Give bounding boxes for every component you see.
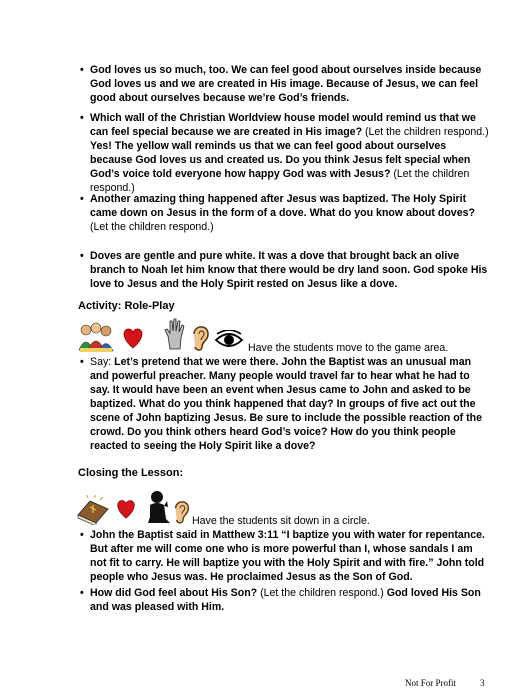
bullet-text-segment: God loves us so much, too. We can feel good about ourselves inside because God loves us and we are created in His image. Because of Jesus, we can feel good about ourselves because we’re God’s friends.	[90, 64, 482, 104]
closing-bullet-1	[80, 528, 490, 584]
eye-icon	[214, 330, 244, 350]
bullet-dot: •	[80, 529, 84, 541]
bullet-dot: •	[80, 250, 84, 262]
closing-instruction: Have the students sit down in a circle.	[192, 515, 370, 527]
footer-text: Not For Profit	[405, 678, 457, 688]
praying-child-icon	[144, 489, 172, 527]
bullet-text-segment: God loved His Son and was pleased with Him.	[90, 587, 481, 613]
bullet-item-4	[80, 249, 490, 291]
bullet-text	[90, 112, 489, 194]
bible-icon	[76, 495, 110, 525]
activity-say-item	[80, 355, 490, 453]
bullet-text	[90, 529, 485, 583]
hand-icon	[162, 316, 188, 350]
heart-icon	[120, 324, 146, 350]
say-text: Let’s pretend that we were there. John the Baptist was an unusual man and powerful preacher. Many people would travel far to hear what he had to say. It would have been an event when Jesus came to John and asked to be baptized. What do you think happened that day? In groups of five act out the scene of John baptizing Jesus. Be sure to include the possible reaction of the crowd. Do you think others heard God’s voice? How do you think people reacted to seeing the Holy Spirit like a dove?	[90, 356, 483, 452]
activity-heading: Activity: Role-Play	[78, 300, 175, 312]
bullet-text-segment: (Let the children respond.)	[260, 587, 387, 599]
activity-instruction: Have the students move to the game area.	[248, 342, 449, 354]
bullet-dot: •	[80, 587, 84, 599]
bullet-text	[90, 250, 487, 290]
bullet-text-segment: Which wall of the Christian Worldview house model would remind us that we can feel special because we are created in His image?	[90, 112, 476, 138]
bullet-text-segment: Doves are gentle and pure white. It was a dove that brought back an olive branch to Noah let him know that there would be dry land soon. God spoke His love to Jesus and the Holy Spirit rested on Jesus like a dove.	[90, 250, 488, 290]
closing-bullet-2	[80, 586, 490, 614]
bullet-item-3	[80, 192, 490, 234]
bullet-dot: •	[80, 112, 84, 124]
say-prefix: Say:	[90, 356, 115, 368]
bullet-item-1	[80, 63, 490, 105]
bullet-text-segment: (Let the children respond.)	[90, 221, 214, 233]
bullet-text-segment: How did God feel about His Son?	[90, 587, 261, 599]
bullet-text-segment: (Let the children respond.)	[90, 168, 470, 194]
bullet-text-segment: Another amazing thing happened after Jesus was baptized. The Holy Spirit came down on Jesus in the form of a dove. What do you know about doves?	[90, 193, 475, 219]
bullet-text	[90, 587, 481, 613]
closing-heading: Closing the Lesson:	[78, 467, 184, 479]
bullet-text-segment: John the Baptist said in Matthew 3:11 “I baptize you with water for repentance. But after me will come one who is more powerful than I, whose sandals I am not fit to carry. He will baptize you with the Holy Spirit and with fire.” John told people who Jesus was. He proclaimed Jesus as the Son of God.	[90, 529, 485, 583]
bullet-dot: •	[80, 356, 84, 368]
bullet-dot: •	[80, 64, 84, 76]
bullet-text	[90, 356, 482, 452]
bullet-text	[90, 193, 475, 233]
ear-icon	[172, 497, 192, 525]
ear-icon	[190, 322, 212, 352]
group-of-people-icon	[76, 320, 116, 356]
bullet-dot: •	[80, 193, 84, 205]
bullet-text-segment: (Let the children respond.)	[364, 126, 489, 138]
bullet-text	[90, 64, 481, 104]
bullet-item-2	[80, 111, 490, 195]
page-number: 3	[480, 678, 485, 688]
heart-icon	[114, 496, 138, 520]
bullet-text-segment: Yes! The yellow wall reminds us that we can feel good about ourselves because God loves us and created us. Do you think Jesus felt special when God’s voice told everyone how happy God was with Jesus?	[90, 140, 471, 180]
